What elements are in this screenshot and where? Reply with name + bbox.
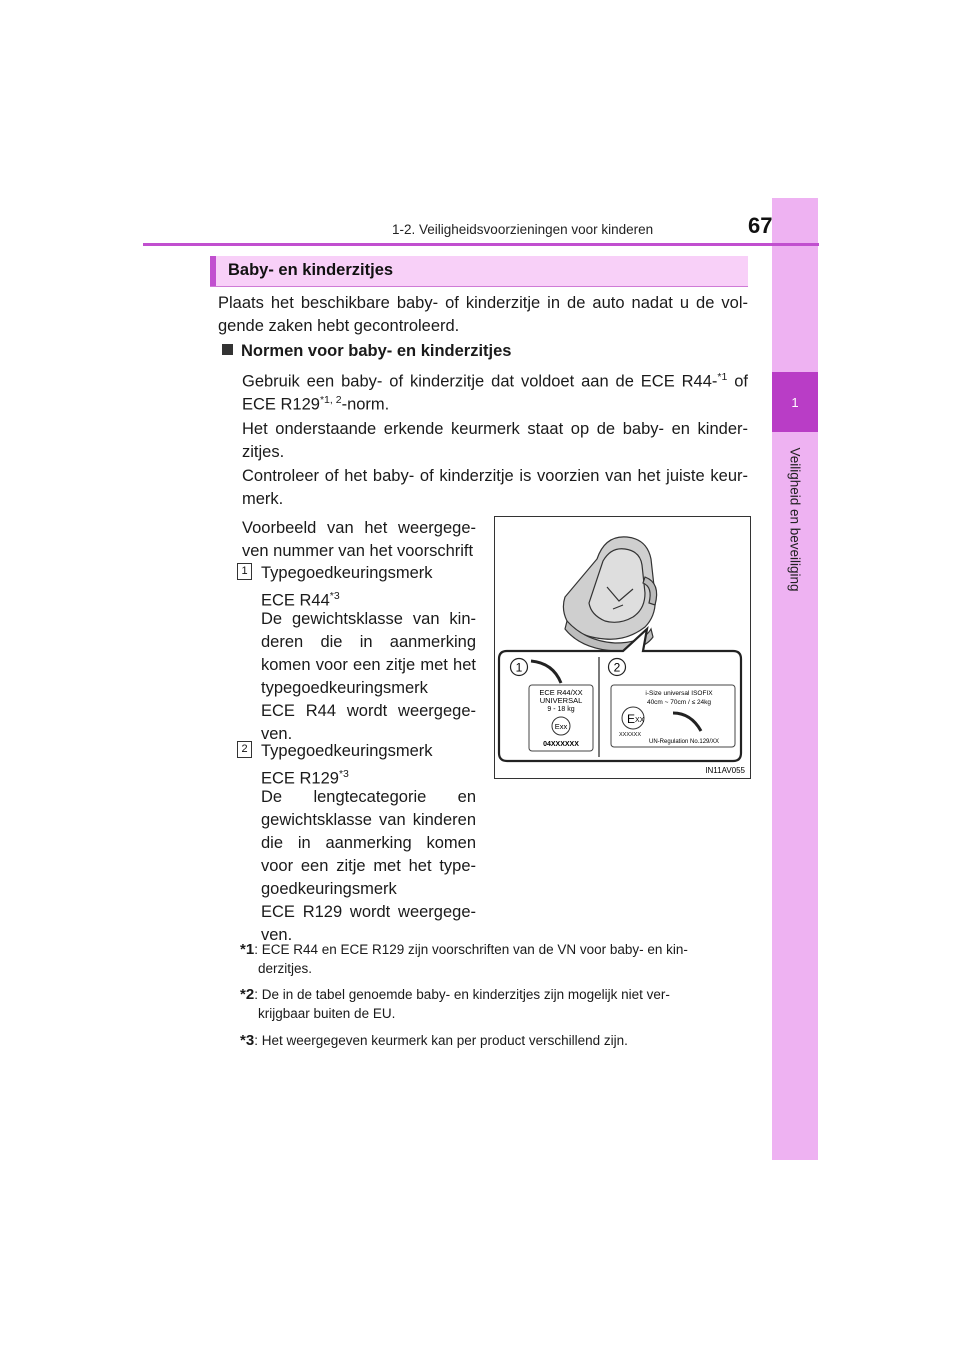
label2-line2: 40cm ~ 70cm / ≤ 24kg	[646, 699, 712, 706]
p4-line-2: ven nummer van het voorschrift	[242, 542, 474, 560]
label1-line3: 9 - 18 kg	[547, 706, 575, 713]
footnote-1-line-1: *1: ECE R44 en ECE R129 zijn voorschriften van de VN voor baby- en kin-	[240, 941, 688, 958]
approval-label-figure	[494, 516, 751, 779]
p2-line-2: zitjes.	[242, 443, 285, 461]
running-header: 1-2. Veiligheidsvoorzieningen voor kinderen	[392, 222, 654, 237]
chapter-title: Veiligheid en beveiliging	[787, 446, 803, 592]
footnote-mark: *2	[240, 986, 255, 1003]
item-1-line-2: ECE R44$^{*3}$	[261, 590, 340, 610]
item-1-desc-5: ECE R44 wordt weergege-	[261, 702, 476, 720]
item-1-desc-3: komen voor een zitje met het	[261, 656, 476, 674]
figure-callout-1: 1	[515, 660, 523, 675]
footnote-2-line-1: *2: De in de tabel genoemde baby- en kinderzitjes zijn mogelijk niet ver-	[240, 986, 670, 1003]
item-2-desc-7: ven.	[261, 926, 293, 944]
item-1-line-1: Typegoedkeuringsmerk	[261, 564, 433, 582]
subheading-text: Normen voor baby- en kinderzitjes	[241, 342, 512, 360]
item-1-desc-2: deren die in aanmerking	[261, 633, 476, 651]
item-1-desc-1: De gewichtsklasse van kin-	[261, 610, 476, 628]
square-bullet-icon	[222, 344, 233, 355]
item-2-desc-3: die in aanmerking komen	[261, 834, 476, 852]
label2-xx-mark: XX	[635, 717, 645, 724]
section-accent-bar	[210, 256, 216, 286]
footnote-mark: *3	[240, 1032, 255, 1049]
item-2-desc-2: gewichtsklasse van kinderen	[261, 811, 476, 829]
footnote-mark: *1	[240, 941, 255, 958]
label2-line1: i-Size universal ISOFIX	[645, 690, 713, 697]
chapter-title-tab	[772, 438, 818, 600]
item-2-number: 2	[237, 741, 252, 758]
p1-line-1: Gebruik een baby- of kinderzitje dat voldoet aan de ECE R44-$^{*1}$ of	[242, 371, 748, 391]
footnote-ref[interactable]: *3	[329, 590, 340, 602]
item-2-line-2: ECE R129$^{*3}$	[261, 768, 349, 788]
section-heading	[210, 256, 748, 287]
label2-code: XXXXXX	[619, 732, 642, 738]
item-1-desc-6: ven.	[261, 725, 293, 743]
item-2-desc-1: De lengtecategorie en	[261, 788, 476, 806]
label1-line1: ECE R44/XX	[539, 688, 583, 697]
p3-line-2: merk.	[242, 490, 284, 508]
footnote-ref[interactable]: *1	[717, 371, 728, 383]
p2-line-1: Het onderstaande erkende keurmerk staat op de baby- en kinder-	[242, 420, 748, 438]
figure-callout-2: 2	[613, 660, 621, 675]
footnote-2-line-2: krijgbaar buiten de EU.	[258, 1006, 396, 1021]
child-seat-illustration	[495, 517, 750, 778]
item-1-number: 1	[237, 563, 252, 580]
label1-e-mark: Exx	[554, 722, 568, 731]
item-1-desc-4: typegoedkeuringsmerk	[261, 679, 428, 697]
item-2-desc-4: voor een zitje met het type-	[261, 857, 476, 875]
p1-line-2: ECE R129$^{*1, 2}$-norm.	[242, 394, 390, 414]
label2-regulation: UN-Regulation No.129/XX	[649, 739, 720, 745]
item-2-desc-6: ECE R129 wordt weergege-	[261, 903, 476, 921]
label1-line2: UNIVERSAL	[539, 696, 583, 705]
footnote-ref[interactable]: *1, 2	[319, 394, 342, 406]
intro-line-1: Plaats het beschikbare baby- of kinderzitje in de auto nadat u de vol-	[218, 294, 748, 312]
chapter-number-tab[interactable]	[772, 372, 818, 432]
p3-line-1: Controleer of het baby- of kinderzitje is voorzien van het juiste keur-	[242, 467, 748, 485]
footnote-1-line-2: derzitjes.	[258, 961, 313, 976]
item-2-desc-5: goedkeuringsmerk	[261, 880, 397, 898]
subheading	[222, 340, 511, 363]
page-number: 67	[748, 213, 773, 238]
label2-e-mark: E	[627, 712, 636, 726]
footnote-3-line-1: *3: Het weergegeven keurmerk kan per product verschillend zijn.	[240, 1032, 628, 1049]
chapter-number: 1	[791, 394, 799, 410]
intro-line-2: gende zaken hebt gecontroleerd.	[218, 317, 460, 335]
section-title: Baby- en kinderzitjes	[228, 261, 394, 279]
footnote-ref[interactable]: *3	[338, 768, 349, 780]
label1-code: 04XXXXXX	[543, 741, 579, 748]
side-tab	[772, 198, 818, 1160]
item-2-line-1: Typegoedkeuringsmerk	[261, 742, 433, 760]
figure-id: IN11AV055	[705, 766, 745, 775]
header-rule	[143, 243, 819, 246]
p4-line-1: Voorbeeld van het weergege-	[242, 519, 476, 537]
